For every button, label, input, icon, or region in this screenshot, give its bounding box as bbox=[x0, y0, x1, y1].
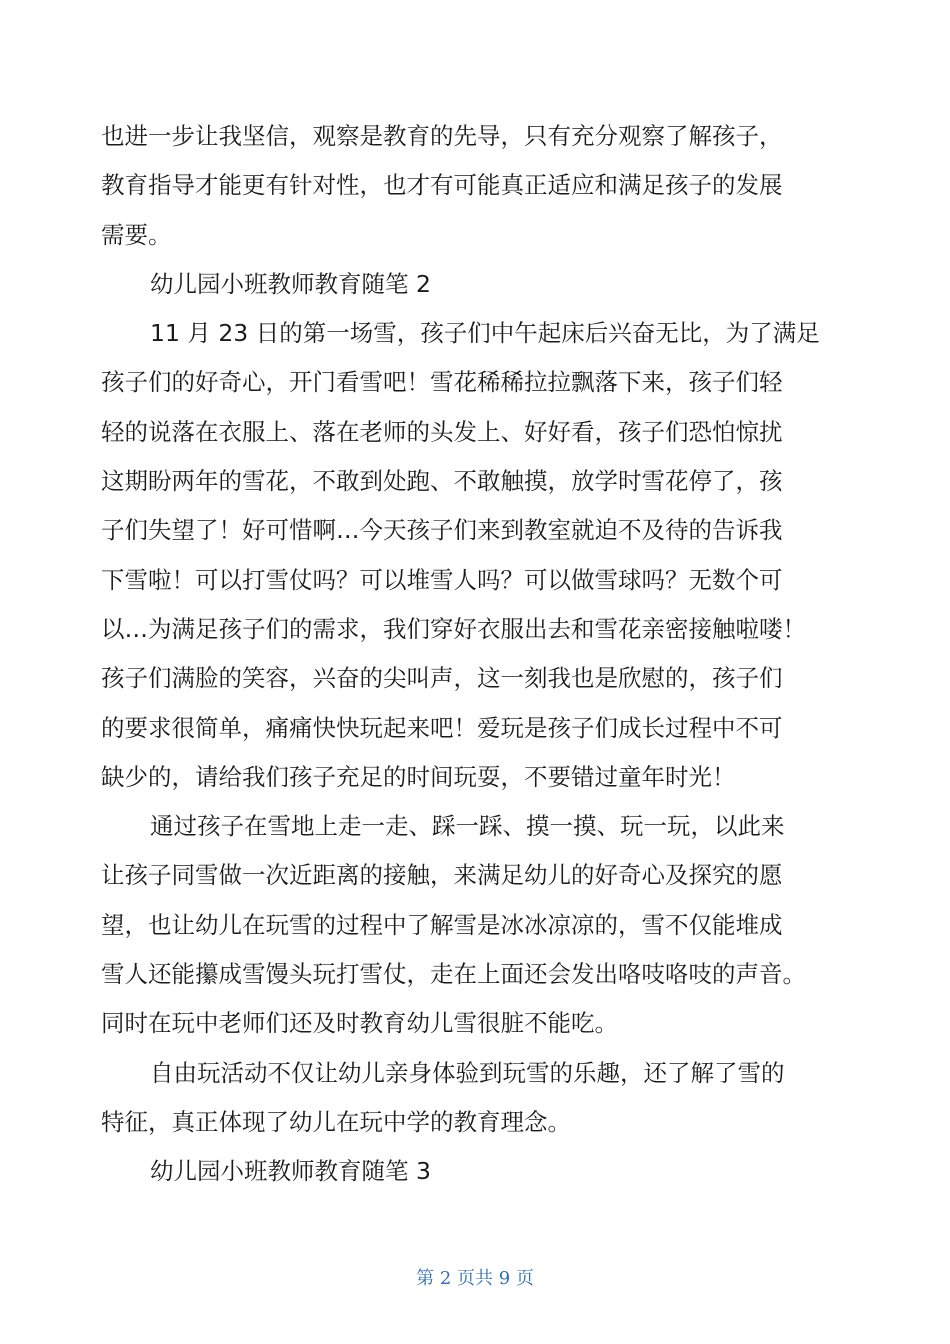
text-line: 的要求很简单，痛痛快快玩起来吧！爱玩是孩子们成长过程中不可 bbox=[101, 713, 783, 742]
text-line: 同时在玩中老师们还及时教育幼儿雪很脏不能吃。 bbox=[101, 1009, 618, 1038]
text-line: 教育指导才能更有针对性，也才有可能真正适应和满足孩子的发展 bbox=[101, 171, 783, 200]
text-line: 这期盼两年的雪花，不敢到处跑、不敢触摸，放学时雪花停了，孩 bbox=[101, 467, 783, 496]
text-line: 孩子们满脸的笑容，兴奋的尖叫声，这一刻我也是欣慰的，孩子们 bbox=[101, 664, 783, 693]
text-line: 幼儿园小班教师教育随笔 3 bbox=[150, 1157, 431, 1186]
text-line: 子们失望了！好可惜啊…今天孩子们来到教室就迫不及待的告诉我 bbox=[101, 516, 783, 545]
text-line: 孩子们的好奇心，开门看雪吧！雪花稀稀拉拉飘落下来，孩子们轻 bbox=[101, 368, 783, 397]
text-line: 望，也让幼儿在玩雪的过程中了解雪是冰冰凉凉的，雪不仅能堆成 bbox=[101, 910, 783, 939]
text-line: 通过孩子在雪地上走一走、踩一踩、摸一摸、玩一玩，以此来 bbox=[150, 812, 785, 841]
page-number-footer: 第 2 页共 9 页 bbox=[416, 1268, 534, 1289]
text-line: 让孩子同雪做一次近距离的接触，来满足幼儿的好奇心及探究的愿 bbox=[101, 861, 783, 890]
text-line: 以…为满足孩子们的需求，我们穿好衣服出去和雪花亲密接触啦喽！ bbox=[101, 614, 806, 643]
text-line: 也进一步让我坚信，观察是教育的先导，只有充分观察了解孩子， bbox=[101, 122, 783, 150]
text-line: 自由玩活动不仅让幼儿亲身体验到玩雪的乐趣，还了解了雪的 bbox=[150, 1058, 785, 1087]
text-line: 雪人还能攥成雪馒头玩打雪仗，走在上面还会发出咯吱咯吱的声音。 bbox=[101, 960, 806, 989]
text-line: 下雪啦！可以打雪仗吗？可以堆雪人吗？可以做雪球吗？无数个可 bbox=[101, 565, 783, 594]
text-line: 11 月 23 日的第一场雪，孩子们中午起床后兴奋无比，为了满足 bbox=[150, 319, 820, 348]
text-line: 幼儿园小班教师教育随笔 2 bbox=[150, 269, 431, 298]
text-line: 轻的说落在衣服上、落在老师的头发上、好好看，孩子们恐怕惊扰 bbox=[101, 417, 783, 446]
text-line: 特征，真正体现了幼儿在玩中学的教育理念。 bbox=[101, 1107, 571, 1136]
text-line: 缺少的，请给我们孩子充足的时间玩耍，不要错过童年时光！ bbox=[101, 762, 736, 791]
text-line: 需要。 bbox=[101, 220, 172, 249]
document-body bbox=[101, 112, 841, 1197]
